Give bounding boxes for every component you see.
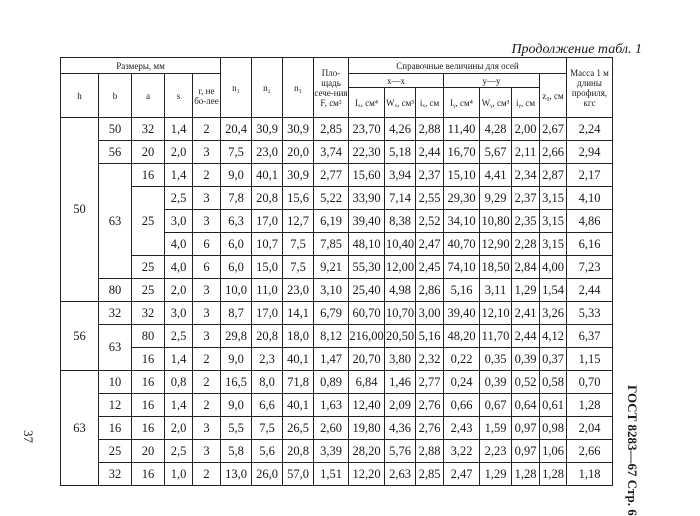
table-cell: 0,67	[480, 394, 512, 417]
table-row	[61, 325, 613, 348]
header-mass: Масса 1 м длины профиля, кгс	[567, 58, 613, 118]
table-cell: 0,52	[512, 371, 540, 394]
table-cell: 2,32	[416, 348, 444, 371]
table-cell: 26,5	[283, 417, 314, 440]
table-cell: 25	[132, 256, 165, 279]
table-body	[61, 118, 613, 486]
header-Iy: Iᵧ, см⁴	[444, 88, 480, 118]
header-n2: n₂	[252, 58, 283, 118]
table-cell: 2,00	[512, 118, 540, 141]
table-cell: 3,26	[540, 302, 567, 325]
table-cell: 20,50	[385, 325, 416, 348]
cell-h: 63	[61, 371, 99, 486]
table-cell: 1,51	[314, 463, 349, 486]
table-cell: 32	[99, 302, 132, 325]
table-cell: 0,97	[512, 440, 540, 463]
table-cell: 19,80	[349, 417, 385, 440]
table-cell: 12,20	[349, 463, 385, 486]
table-cell: 1,4	[165, 164, 193, 187]
table-cell: 4,00	[540, 256, 567, 279]
table-cell: 1,18	[567, 463, 613, 486]
table-cell: 6,0	[221, 233, 252, 256]
profile-table	[60, 57, 613, 486]
table-cell: 2,11	[512, 141, 540, 164]
table-cell: 2	[193, 394, 221, 417]
table-cell: 29,30	[444, 187, 480, 210]
table-cell: 3,15	[540, 233, 567, 256]
header-s: s	[165, 74, 193, 118]
table-cell: 3,15	[540, 210, 567, 233]
table-cell: 2,85	[314, 118, 349, 141]
table-cell: 80	[99, 279, 132, 302]
header-r: r, не бо-лее	[193, 74, 221, 118]
table-cell: 16	[132, 463, 165, 486]
table-cell: 2,94	[567, 141, 613, 164]
table-row	[61, 440, 613, 463]
header-Ix: Iₓ, см⁴	[349, 88, 385, 118]
header-b: b	[99, 74, 132, 118]
table-cell: 8,12	[314, 325, 349, 348]
table-cell: 16	[132, 394, 165, 417]
table-cell: 20,8	[283, 440, 314, 463]
table-cell: 2,88	[416, 118, 444, 141]
table-cell: 3,11	[480, 279, 512, 302]
table-cell: 7,5	[221, 141, 252, 164]
table-cell: 12,40	[349, 394, 385, 417]
table-cell: 4,0	[165, 233, 193, 256]
table-cell: 56	[99, 141, 132, 164]
table-cell: 2,84	[512, 256, 540, 279]
table-cell: 2,24	[567, 118, 613, 141]
table-cell: 1,06	[540, 440, 567, 463]
table-cell: 2,60	[314, 417, 349, 440]
table-cell: 5,22	[314, 187, 349, 210]
table-cell: 7,5	[283, 256, 314, 279]
table-cell: 16,70	[444, 141, 480, 164]
table-cell: 6	[193, 256, 221, 279]
header-Wx: Wₓ, см³	[385, 88, 416, 118]
table-cell: 23,0	[252, 141, 283, 164]
table-cell: 2,47	[444, 463, 480, 486]
table-cell: 28,20	[349, 440, 385, 463]
table-cell: 25,40	[349, 279, 385, 302]
table-cell: 3	[193, 417, 221, 440]
table-cell: 3,94	[385, 164, 416, 187]
table-cell: 12	[99, 394, 132, 417]
table-cell: 15,0	[252, 256, 283, 279]
table-cell: 2,09	[385, 394, 416, 417]
table-cell: 2,87	[540, 164, 567, 187]
table-cell: 0,58	[540, 371, 567, 394]
table-cell: 2,63	[385, 463, 416, 486]
table-cell: 1,4	[165, 118, 193, 141]
table-cell: 6,19	[314, 210, 349, 233]
table-cell: 1,15	[567, 348, 613, 371]
table-cell: 20	[132, 440, 165, 463]
table-cell: 0,35	[480, 348, 512, 371]
table-cell: 8,38	[385, 210, 416, 233]
table-cell: 6,84	[349, 371, 385, 394]
table-cell: 10,7	[252, 233, 283, 256]
table-cell: 71,8	[283, 371, 314, 394]
table-cell: 2,44	[416, 141, 444, 164]
header-z0: z₀, см	[540, 74, 567, 118]
table-cell: 12,90	[480, 233, 512, 256]
table-cell: 6,3	[221, 210, 252, 233]
table-cell: 2,37	[512, 187, 540, 210]
table-cell: 0,89	[314, 371, 349, 394]
table-cell: 57,0	[283, 463, 314, 486]
table-row	[61, 394, 613, 417]
table-caption: Продолжение табл. 1	[511, 42, 642, 57]
table-cell: 3,80	[385, 348, 416, 371]
table-cell: 7,5	[252, 417, 283, 440]
table-cell: 5,18	[385, 141, 416, 164]
table-cell: 0,64	[512, 394, 540, 417]
table-cell: 20,8	[252, 325, 283, 348]
table-cell: 0,22	[444, 348, 480, 371]
table-cell: 6,0	[221, 256, 252, 279]
table-cell: 80	[132, 325, 165, 348]
table-cell: 3	[193, 279, 221, 302]
table-cell: 17,0	[252, 210, 283, 233]
table-cell: 0,39	[480, 371, 512, 394]
table-cell: 1,59	[480, 417, 512, 440]
table-cell: 6,6	[252, 394, 283, 417]
table-cell: 3	[193, 187, 221, 210]
table-cell: 1,28	[540, 463, 567, 486]
table-cell: 8,0	[252, 371, 283, 394]
table-cell: 26,0	[252, 463, 283, 486]
table-cell: 12,7	[283, 210, 314, 233]
table-cell: 20,8	[252, 187, 283, 210]
header-n1: n₁	[221, 58, 252, 118]
table-cell: 2,45	[416, 256, 444, 279]
table-cell: 1,47	[314, 348, 349, 371]
table-cell: 9,21	[314, 256, 349, 279]
table-cell: 3,0	[165, 302, 193, 325]
table-cell: 9,29	[480, 187, 512, 210]
header-area: Пло-щадь сече-ния F, см²	[314, 58, 349, 118]
table-cell: 11,0	[252, 279, 283, 302]
table-cell: 2,5	[165, 325, 193, 348]
table-cell: 2,5	[165, 187, 193, 210]
table-cell: 2,77	[416, 371, 444, 394]
table-cell: 2,34	[512, 164, 540, 187]
table-cell: 74,10	[444, 256, 480, 279]
table-row	[61, 279, 613, 302]
table-cell: 60,70	[349, 302, 385, 325]
table-cell: 5,33	[567, 302, 613, 325]
table-cell: 11,40	[444, 118, 480, 141]
table-cell: 1,4	[165, 348, 193, 371]
table-cell: 16	[132, 417, 165, 440]
table-cell: 4,41	[480, 164, 512, 187]
table-cell: 0,98	[540, 417, 567, 440]
table-cell: 32	[99, 463, 132, 486]
table-cell: 4,12	[540, 325, 567, 348]
table-cell: 20,70	[349, 348, 385, 371]
table-cell: 6,79	[314, 302, 349, 325]
table-cell: 32	[132, 118, 165, 141]
table-cell: 55,30	[349, 256, 385, 279]
table-cell: 30,9	[283, 164, 314, 187]
table-cell: 18,0	[283, 325, 314, 348]
table-cell: 2,66	[567, 440, 613, 463]
standard-side-label: ГОСТ 8283—67 Стр. 6	[625, 385, 640, 516]
table-cell: 16	[132, 371, 165, 394]
table-cell: 50	[99, 118, 132, 141]
header-axis-yy: y—y	[444, 74, 540, 88]
header-ix: iₓ, см	[416, 88, 444, 118]
table-cell: 3	[193, 440, 221, 463]
table-cell: 3,39	[314, 440, 349, 463]
table-cell: 3,10	[314, 279, 349, 302]
table-row	[61, 256, 613, 279]
table-cell: 10,80	[480, 210, 512, 233]
table-cell: 3,15	[540, 187, 567, 210]
table-cell: 0,37	[540, 348, 567, 371]
header-Wy: Wᵧ, см³	[480, 88, 512, 118]
table-cell: 40,1	[283, 348, 314, 371]
table-cell: 11,70	[480, 325, 512, 348]
table-cell: 10,70	[385, 302, 416, 325]
table-cell: 7,14	[385, 187, 416, 210]
table-cell: 1,29	[480, 463, 512, 486]
table-cell: 2,88	[416, 440, 444, 463]
table-cell: 4,98	[385, 279, 416, 302]
header-reference: Справочные величины для осей	[349, 58, 567, 74]
table-cell: 4,26	[385, 118, 416, 141]
table-cell: 40,1	[283, 394, 314, 417]
table-cell: 48,20	[444, 325, 480, 348]
table-cell: 20,4	[221, 118, 252, 141]
table-cell: 0,39	[512, 348, 540, 371]
table-cell: 25	[132, 279, 165, 302]
table-cell: 3	[193, 210, 221, 233]
table-cell: 0,61	[540, 394, 567, 417]
table-cell: 16	[132, 348, 165, 371]
table-cell: 20	[132, 141, 165, 164]
table-cell: 2,35	[512, 210, 540, 233]
header-n3: n₃	[283, 58, 314, 118]
table-cell: 1,0	[165, 463, 193, 486]
table-cell: 2,04	[567, 417, 613, 440]
table-cell: 9,0	[221, 348, 252, 371]
table-cell: 2	[193, 164, 221, 187]
table-cell: 3,74	[314, 141, 349, 164]
table-cell: 0,24	[444, 371, 480, 394]
header-axis-xx: x—x	[349, 74, 444, 88]
table-cell: 2,0	[165, 417, 193, 440]
table-cell: 12,10	[480, 302, 512, 325]
page-number: 37	[21, 430, 36, 443]
table-cell: 23,0	[283, 279, 314, 302]
table-cell: 32	[132, 302, 165, 325]
table-cell: 0,66	[444, 394, 480, 417]
table-cell: 7,23	[567, 256, 613, 279]
table-cell: 23,70	[349, 118, 385, 141]
table-cell: 2,85	[416, 463, 444, 486]
table-cell: 3	[193, 141, 221, 164]
table-row	[61, 141, 613, 164]
table-cell: 2,43	[444, 417, 480, 440]
table-cell: 15,6	[283, 187, 314, 210]
table-row	[61, 164, 613, 187]
table-cell: 15,10	[444, 164, 480, 187]
table-cell: 1,29	[512, 279, 540, 302]
table-cell: 1,63	[314, 394, 349, 417]
table-cell: 14,1	[283, 302, 314, 325]
table-cell: 2,0	[165, 279, 193, 302]
table-row	[61, 118, 613, 141]
table-cell: 10	[99, 371, 132, 394]
table-cell: 3,00	[416, 302, 444, 325]
table-cell: 34,10	[444, 210, 480, 233]
table-cell: 10,0	[221, 279, 252, 302]
table-cell: 2,47	[416, 233, 444, 256]
table-cell: 1,28	[512, 463, 540, 486]
table-cell: 7,5	[283, 233, 314, 256]
table-row	[61, 371, 613, 394]
table-cell: 5,16	[444, 279, 480, 302]
cell-a: 25	[132, 187, 165, 256]
table-cell: 48,10	[349, 233, 385, 256]
table-cell: 0,8	[165, 371, 193, 394]
header-sizes: Размеры, мм	[61, 58, 221, 74]
header-iy: iᵧ, см	[512, 88, 540, 118]
table-cell: 6,16	[567, 233, 613, 256]
table-cell: 16	[99, 417, 132, 440]
table-row	[61, 302, 613, 325]
table-cell: 2,17	[567, 164, 613, 187]
table-cell: 29,8	[221, 325, 252, 348]
table-cell: 2,3	[252, 348, 283, 371]
table-row	[61, 463, 613, 486]
cell-h: 56	[61, 302, 99, 371]
table-cell: 6,37	[567, 325, 613, 348]
table-cell: 40,70	[444, 233, 480, 256]
table-cell: 0,70	[567, 371, 613, 394]
table-cell: 9,0	[221, 164, 252, 187]
table-cell: 2,76	[416, 394, 444, 417]
table-cell: 33,90	[349, 187, 385, 210]
table-cell: 2,52	[416, 210, 444, 233]
table-row	[61, 417, 613, 440]
table-cell: 2,23	[480, 440, 512, 463]
table-cell: 22,30	[349, 141, 385, 164]
table-cell: 3	[193, 302, 221, 325]
table-cell: 2,28	[512, 233, 540, 256]
table-cell: 6	[193, 233, 221, 256]
table-cell: 7,8	[221, 187, 252, 210]
table-cell: 5,8	[221, 440, 252, 463]
table-cell: 1,28	[567, 394, 613, 417]
table-cell: 2	[193, 118, 221, 141]
table-cell: 2	[193, 371, 221, 394]
table-cell: 5,67	[480, 141, 512, 164]
table-cell: 2,77	[314, 164, 349, 187]
table-cell: 0,97	[512, 417, 540, 440]
table-cell: 2,67	[540, 118, 567, 141]
table-cell: 17,0	[252, 302, 283, 325]
table-cell: 4,0	[165, 256, 193, 279]
table-cell: 30,9	[283, 118, 314, 141]
table-cell: 2,76	[416, 417, 444, 440]
table-cell: 4,86	[567, 210, 613, 233]
table-cell: 4,36	[385, 417, 416, 440]
table-cell: 12,00	[385, 256, 416, 279]
table-cell: 30,9	[252, 118, 283, 141]
table-cell: 5,76	[385, 440, 416, 463]
table-cell: 7,85	[314, 233, 349, 256]
table-cell: 25	[99, 440, 132, 463]
table-cell: 4,10	[567, 187, 613, 210]
table-cell: 2,5	[165, 440, 193, 463]
cell-h: 50	[61, 118, 99, 302]
table-cell: 3,0	[165, 210, 193, 233]
table-cell: 39,40	[349, 210, 385, 233]
table-cell: 2,66	[540, 141, 567, 164]
table-cell: 1,46	[385, 371, 416, 394]
table-cell: 2,44	[512, 325, 540, 348]
table-cell: 10,40	[385, 233, 416, 256]
header-a: a	[132, 74, 165, 118]
table-cell: 2	[193, 348, 221, 371]
table-cell: 39,40	[444, 302, 480, 325]
table-cell: 2,0	[165, 141, 193, 164]
table-cell: 3,22	[444, 440, 480, 463]
table-cell: 15,60	[349, 164, 385, 187]
table-row	[61, 348, 613, 371]
table-cell: 2	[193, 463, 221, 486]
table-cell: 16	[132, 164, 165, 187]
table-cell: 5,6	[252, 440, 283, 463]
table-cell: 18,50	[480, 256, 512, 279]
table-cell: 216,00	[349, 325, 385, 348]
table-cell: 2,37	[416, 164, 444, 187]
table-cell: 9,0	[221, 394, 252, 417]
table-cell: 5,5	[221, 417, 252, 440]
table-cell: 8,7	[221, 302, 252, 325]
cell-b: 63	[99, 325, 132, 371]
table-cell: 2,55	[416, 187, 444, 210]
table-cell: 5,16	[416, 325, 444, 348]
table-cell: 2,86	[416, 279, 444, 302]
table-cell: 1,4	[165, 394, 193, 417]
table-cell: 2,41	[512, 302, 540, 325]
header-h: h	[61, 74, 99, 118]
table-cell: 16,5	[221, 371, 252, 394]
table-row	[61, 187, 613, 210]
table-cell: 3	[193, 325, 221, 348]
table-cell: 40,1	[252, 164, 283, 187]
table-cell: 1,54	[540, 279, 567, 302]
cell-b: 63	[99, 164, 132, 279]
table-cell: 4,28	[480, 118, 512, 141]
table-cell: 2,44	[567, 279, 613, 302]
table-cell: 13,0	[221, 463, 252, 486]
table-cell: 20,0	[283, 141, 314, 164]
